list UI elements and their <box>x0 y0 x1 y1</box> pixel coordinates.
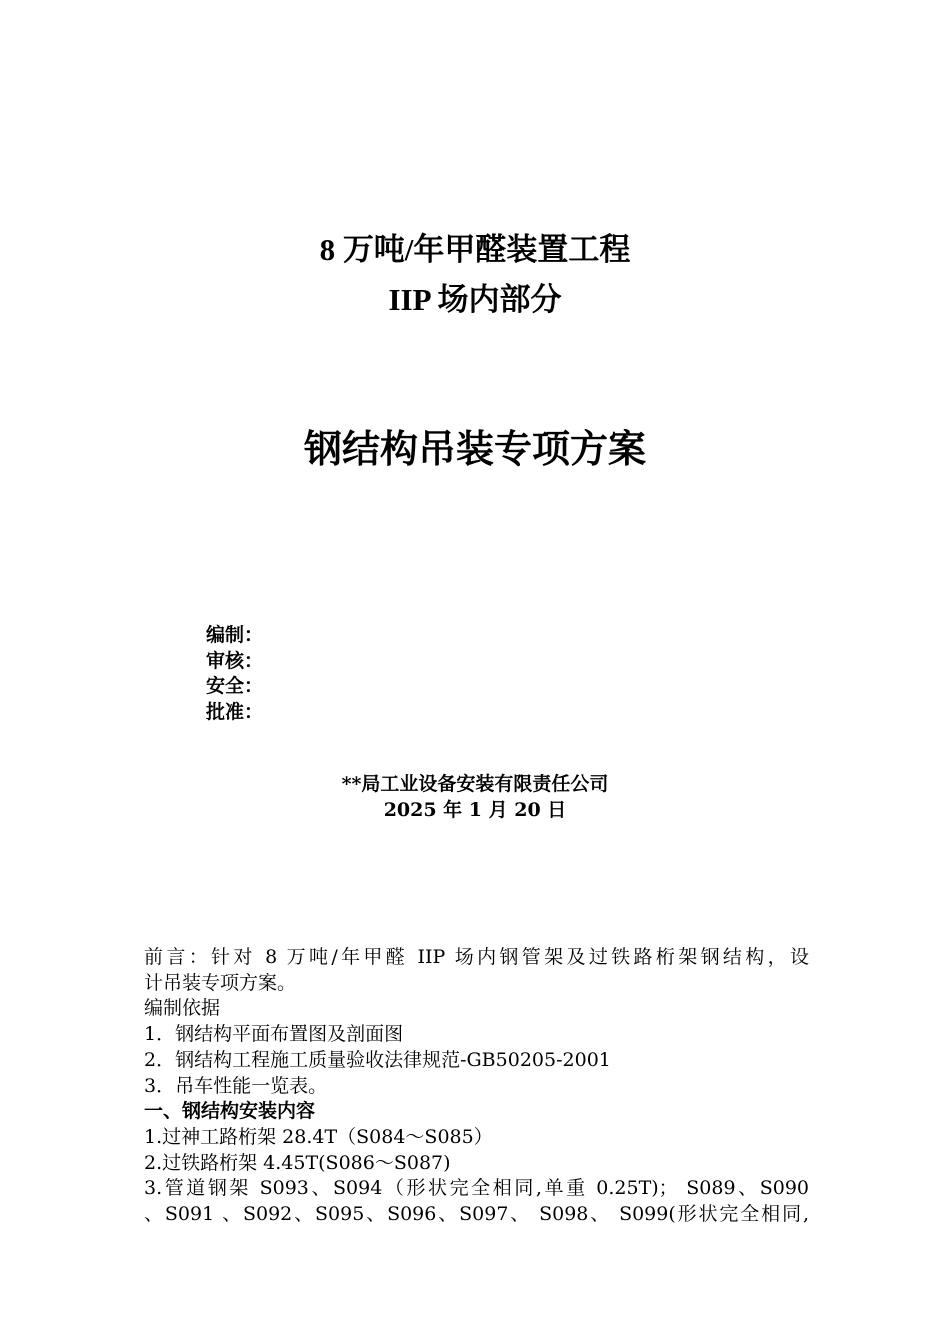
signoff-approve-label: 批准： <box>206 700 264 723</box>
basis-item: 3．吊车性能一览表。 <box>144 1074 328 1097</box>
basis-heading: 编制依据 <box>144 997 221 1020</box>
preface-line: 计吊装专项方案。 <box>144 971 297 994</box>
document-date: 2025 年 1 月 20 日 <box>383 799 567 821</box>
basis-item: 1．钢结构平面布置图及剖面图 <box>144 1023 404 1046</box>
section-item: 1.过神工路桁架 28.4T（S084～S085） <box>144 1125 493 1148</box>
preface-line: 前言：针对 8 万吨/年甲醛 IIP 场内钢管架及过铁路桁架钢结构，设 <box>144 946 809 968</box>
company-name: **局工业设备安装有限责任公司 <box>341 773 609 795</box>
document-body <box>144 945 809 1228</box>
section-item: 2.过铁路桁架 4.45T(S086～S087) <box>144 1151 451 1174</box>
section-item: 3.管道钢架 S093、S094（形状完全相同,单重 0.25T)； S089、S090 <box>144 1177 809 1200</box>
signoff-safety-label: 安全： <box>206 675 264 697</box>
document-title: 钢结构吊装专项方案 <box>303 427 646 471</box>
signoff-block <box>206 623 263 725</box>
project-title-line1: 8 万吨/年甲醛装置工程 <box>319 232 631 267</box>
project-title-line2: IIP 场内部分 <box>388 282 562 317</box>
signoff-compile-label: 编制： <box>206 624 264 646</box>
section-heading: 一、钢结构安装内容 <box>144 1100 316 1123</box>
section-item: 、S091 、S092、S095、S096、S097、 S098、 S099(形状完全相同, <box>144 1203 809 1226</box>
signoff-review-label: 审核： <box>206 649 264 672</box>
basis-item: 2．钢结构工程施工质量验收法律规范-GB50205-2001 <box>144 1048 611 1071</box>
